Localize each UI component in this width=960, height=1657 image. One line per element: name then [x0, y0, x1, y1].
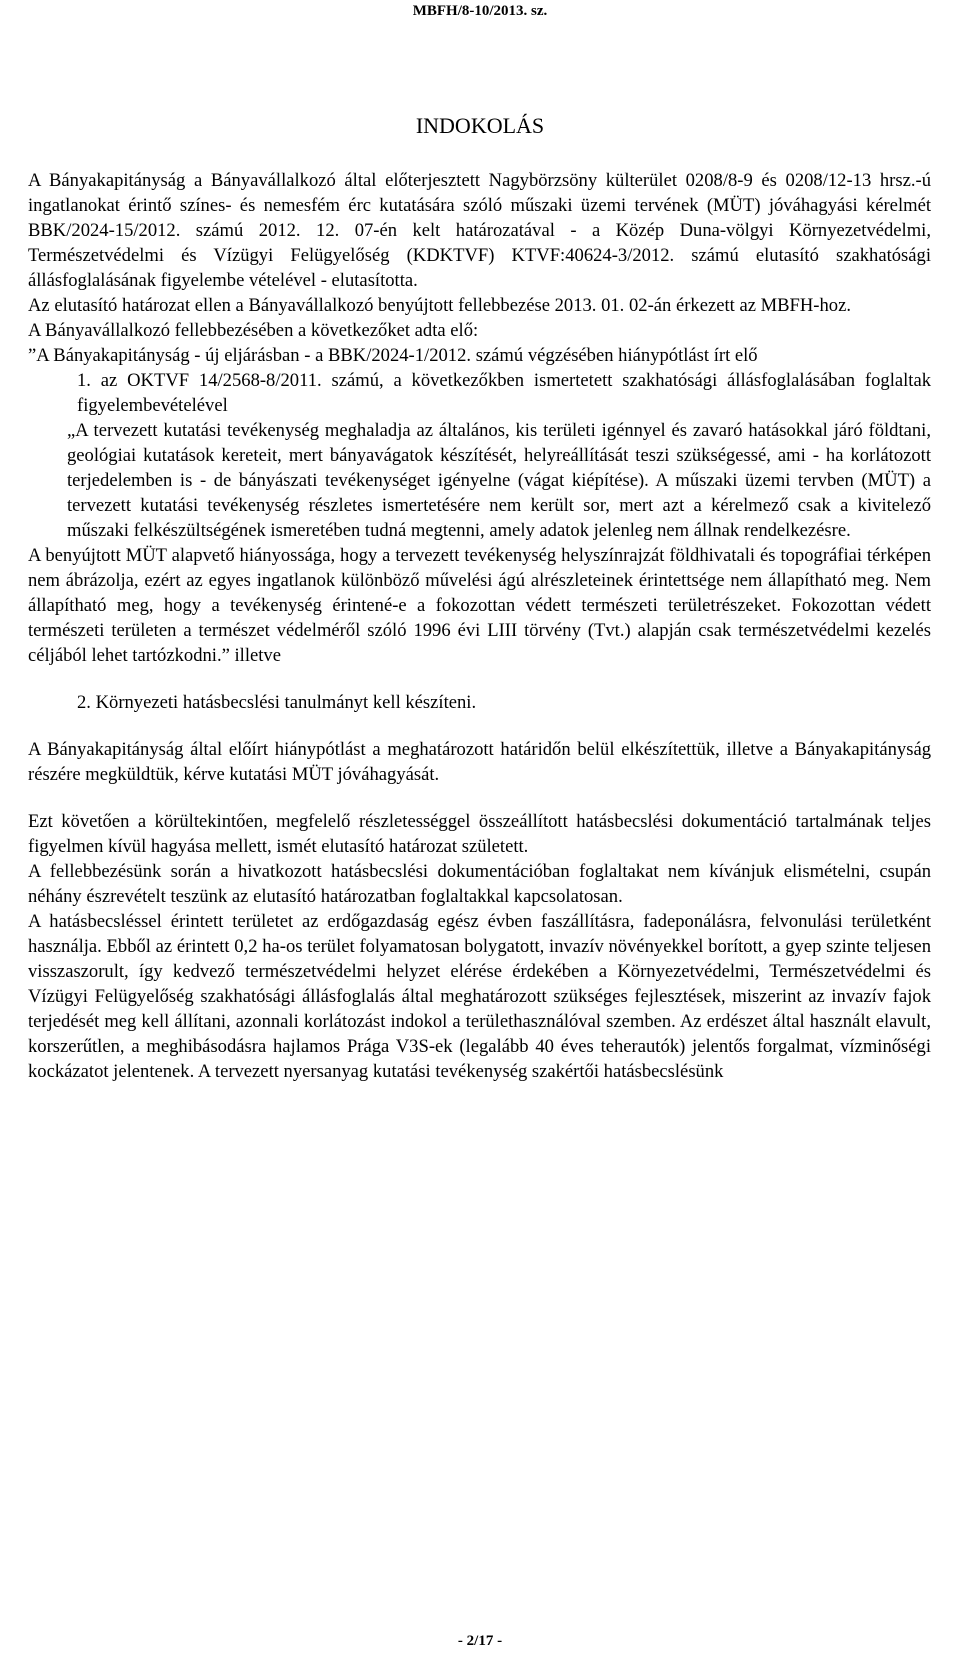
page-number: - 2/17 -: [457, 1633, 503, 1649]
paragraph-appeal-received: Az elutasító határozat ellen a Bányavállalkozó benyújtott fellebbezése 2013. 01. 02-án érkezett az MBFH-hoz.: [28, 295, 851, 316]
list-item-1: 1. az OKTVF 14/2568-8/2011. számú, a következőkben ismertetett szakhatósági állásfoglalásában foglaltak figyelembevételével: [77, 370, 931, 416]
document-code: MBFH/8-10/2013. sz.: [412, 3, 548, 19]
paragraph-appeal-intro: A Bányavállalkozó fellebbezésében a következőket adta elő:: [28, 320, 479, 341]
paragraph-intro: A Bányakapitányság a Bányavállalkozó által előterjesztett Nagybörzsöny külterület 0208/8-9 és 0208/12-13 hrsz.-ú ingatlanokat érintő színes- és nemesfém érc kutatására szóló műszaki üzemi tervének (MÜT) jóváhagyási kérelmét BBK/2024-15/2012. számú 2012. 12. 07-én kelt határozatával - a Közép Duna-völgyi Környezetvédelmi, Természetvédelmi és Vízügyi Felügyelőség (KDKTVF) KTVF:40624-3/2012. számú elutasító szakhatósági állásfoglalásának figyelembe vételével - elutasította.: [28, 170, 931, 291]
paragraph-area-usage: A hatásbecsléssel érintett területet az erdőgazdaság egész évben faszállításra, fadeponálásra, felvonulási területként használja. Ebből az érintett 0,2 ha-os terület folyamatosan bolygatott, invazív növényekkel borított, a gyep szinte teljesen visszaszorult, így kedvező természetvédelmi helyzet elérése érdekében a Környezetvédelmi, Természetvédelmi és Vízügyi Felügyelőség szakhatósági állásfoglalás által meghatározott szükséges fejlesztések, miszerint az invazív fajok terjedését meg kell állítani, azonnali korlátozást indokol a területhasználóval szemben. Az erdészet által használt elavult, korszerűtlen, a meghibásodásra hajlamos Prága V3S-ek (legalább 40 éves teherautók) jelentős forgalmat, vízminőségi kockázatot jelentenek. A tervezett nyersanyag kutatási tevékenység szakértői hatásbecslésünk: [28, 911, 931, 1082]
paragraph-quote-start: ”A Bányakapitányság - új eljárásban - a BBK/2024-1/2012. számú végzésében hiánypótlást írt elő: [28, 345, 758, 366]
paragraph-deficiency-completed: A Bányakapitányság által előírt hiánypótlást a meghatározott határidőn belül elkészítettük, illetve a Bányakapitányság részére megküldtük, kérve kutatási MÜT jóváhagyását.: [28, 739, 931, 785]
paragraph-quoted-opinion: „A tervezett kutatási tevékenység meghaladja az általános, kis területi igénnyel és zavaró hatásokkal járó földtani, geológiai kutatások kereteit, mert bányavágatok készítését, helyreállítását teszi szükségessé, ami - ha korlátozott terjedelemben is - de bányászati tevékenységet igényelne (vágat kiépítése). A műszaki üzemi tervben (MÜT) a tervezett kutatási tevékenység részletes ismertetésére nem került sor, mert azt a kérelmező csak a kivitelező műszaki felkészültségének ismeretében tudná megtenni, amely adatok jelenleg nem állnak rendelkezésre.: [67, 420, 931, 541]
document-body: [28, 168, 931, 1084]
paragraph-observations: A fellebbezésünk során a hivatkozott hatásbecslési dokumentációban foglaltakat nem kívánjuk elismételni, csupán néhány észrevételt teszünk az elutasító határozatban foglaltakkal kapcsolatosan.: [28, 861, 931, 907]
paragraph-repeated-rejection: Ezt követően a körültekintően, megfelelő részletességgel összeállított hatásbecslési dokumentáció tartalmának teljes figyelmen kívül hagyása mellett, ismét elutasító határozat született.: [28, 811, 931, 857]
list-item-2: 2. Környezeti hatásbecslési tanulmányt kell készíteni.: [77, 692, 477, 713]
paragraph-mut-deficiency: A benyújtott MÜT alapvető hiányossága, hogy a tervezett tevékenység helyszínrajzát földhivatali és topográfiai térképen nem ábrázolja, ezért az egyes ingatlanok különböző művelési ágú alrészleteinek érintettsége nem állapítható meg. Nem állapítható meg, hogy a tevékenység érintené-e a fokozottan védett természeti területrészeket. Fokozottan védett természeti területen a természet védelméről szóló 1996 évi LIII törvény (Tvt.) alapján csak természetvédelmi kezelés céljából lehet tartózkodni.” illetve: [28, 545, 931, 666]
page-title: INDOKOLÁS: [415, 113, 545, 138]
